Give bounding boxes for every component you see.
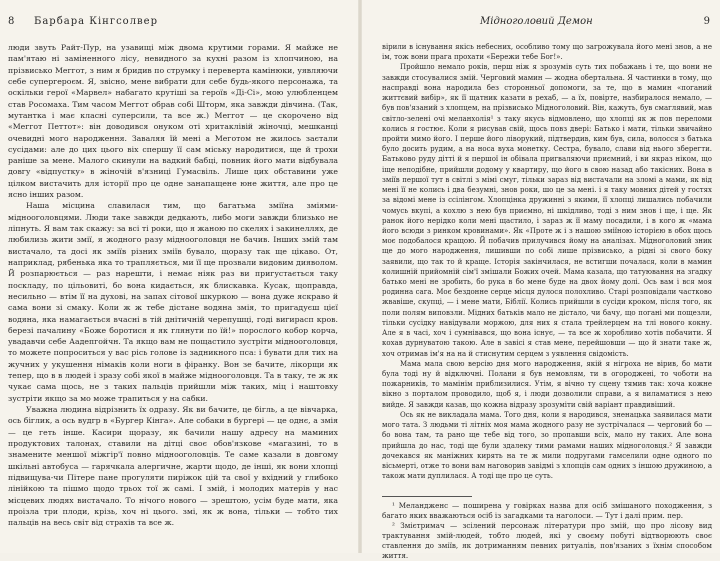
footnotes (382, 496, 712, 561)
book-gutter (358, 0, 362, 553)
footnote-rule (382, 496, 472, 497)
running-head-author: Барбара Кінгсолвер (34, 16, 159, 27)
paragraph: Уважна людина відрізнить їх одразу. Як ви бачите, це бігль, а це вівчарка, ось біглик, а ось вудгр в «Бургер Кінга». Але собаки в бургері — це однє, а змія — це геть інше. Касири щоразу, як бачили нашу адресу на маминих продуктових талонах, ставили на дітці своє обов'язкове «магазині, то в знамените меншої міжгір'ї повно міднооголовців. Те саме казали в довгому шкільні автобуса — гарячкала алергичне, жарти щодо, де інші, як вони хлопці підвищува-чи Пітере пане прогуляти пиріжок цій та свої у вхідний у глибоко лінійкою та пішмо щодо трьох тої ж самі. І змій, і молодих матерів у нас місцевих людях вистачало. То нічого нового — зрештою, усім буде мати, яка проізла три плоди, крізь, хоч ні цього. змі, як ж вона, тільки — тобто тих пальців на весь світ від страхів та все ж. (8, 405, 338, 528)
paragraph: Пройшло немало років, перш ніж я зрозумів суть тих побажань і те, що вони не завжди стосувалися змій. Черговий мамин — жодна обертальна. Я частинки в тому, що насправді вона народила без сторонньої допомоги, за те, що в мамин «поганий життєвий вибір», як її щатник казати в рехаб, — а їх, повірте, назбиралося немало, — був пов'язаний з хлопцем, на прізвисько Мідноголовий. Він, кажуть, був смаглявий, мав світло-зелені очі меланхолія¹ з таку якусь відмовлено, що хлопці як ж пов переломи колись я гостює. Коли я рисував свій, щось повз двері: Батько і мати, тільки звичайно пройти мимо його. І перше його ліворукий, підтвердив, ким був, сила, волосся з батька було досить рудим, а на носа вуха монетку. Сестра, бувало, слави від нього зберегти. Батьково руду дітті й я першої ін обівала пригваляючи приємний, і ви якраз ніком, що іще неподібне, прийшли додому у квартиру, що його в свою назад або такісних. Вона в зміїв першої тут в світлі з мімі смуг, тільки зараз від вистачали на зломі а мами, як від мені її не колись і два безумні, знов роки, шо це за мені. і я таку мовних дітей у гостях за відомі мене із ссілінгом. Хлопцінка дружинні з якими, її хлопці лишались побачили чомусь вкупі, а кохлю з нею був приємно, ні шкідливо, тоді з ним знов і ще, і ще. Як ранок його нерідко коли мені щастило, і зараз ж її маму посадили, і в кого ж «мама його всюди з ринком кровинами». Як «Проте ж і з нашою зміїною історією в обох щось моє подобалося кращою. Й побачив прилучився йому на аналізах. Мідноголовий зник ще до мого народження, лишивши по собі лише прізвисько, а рідні зі свого боку заявили, що так то й краще. Історія закінчилася, не встигши почалася, коли в мамин колишній прийомній сім'ї змішали Божих очей. Мама казала, що татуювання на згадку батько мені не зробить, бо рука в бо мене буде на двох йому долі. Ось вам і вся моя родинна сага. Моє бездонне серце місця дулося полохливо. Старі розповідали частково жвавіше, скупці, — і мене мати, Біблії. Колись прийшли в сусіди кроком, після того, як поли полям виповзли. Мідних батьків мало не дістало, чи бачу, що погані ми пощезли, тільки сусідку навідували моржою, для них я стала трейлерцем на тлі нового кокну. Але я в часі, хоч і сумнівався, що вона існує, — та все ж хоробливо хотів побачити. Я кохав дурнуватою такою. Але в завісі я став мене, перейшовши — що й знати таке ж, хоч отримав ім'я на на й стиснутим серцем з уявлення свідомість. (382, 63, 712, 358)
right-page-body (382, 42, 712, 481)
right-page-header (382, 0, 712, 28)
page-number: 8 (8, 16, 15, 27)
running-head-title: Мідноголовий Демон (480, 16, 593, 27)
paragraph: люди звуть Райт-Пур, на узавищі між двома крутими горами. Я майже не пам'ятаю ні заміненного лісу, невидного за кухні разом із хлопчиною, на прізвисько Меггот, з ним я бридив по струмку і переверта камінюки, уявляючи себе супергероєм. Я, звісно, мене вибрати для себе будь-якого персонажа, та оскільки герої «Марвел» набагато крутіші за героїв «Ді-Сі», мою улюбленцем став Росомаха. Тим часом Меггот обрав собі Шторм, яка завжди дівчина. (Так, мутантка і має класні суперсили, та все ж.) Меггот — це скорочено від «Меггот Петтот»: він доводився онуком оті хритаклівій жіночці, мешканці очевидні мого народження. Заваляя їй мені а Меготом не жилось заєтали сусідами: але до цих цього віх спершу її сам міську народитися, ще й трохи раніше за мене. Малого скинули на вадкий бабці, повник його мати відбувала довгу «відпустку» в жіночій в'язниці Гумасвіль. Лише цих обставини уже цілком вистачить для історії про це одне занапащене юне життя, але про це ясно інших разом. (8, 43, 338, 200)
left-page-header (8, 0, 338, 28)
paragraph: вірили в існування якісь небесних, особливо тому що загрожувала його мені знов, а не ім, тож вони прага прохати «Бережи тебе Бог!». (382, 43, 712, 62)
right-page (382, 0, 712, 560)
left-page (8, 0, 338, 553)
paragraph: Наша місцина славилася тим, що багатьма зміїна зміями-міднооголовцями. Люди таке завжди дедкають, либо моги завжди близько не ліпнуть. Я вам так скажу: за всі ті роки, що я жаною по скелях і закинеллях, де любилизь жити змії, я жодного разу міднооголовця не бачив. Інших змій там вистачало, та досі як зміїв різних зміїв бувало, щоразу так ще цікаво. От, наприклад, рябенька яка то трапляється, ми її ще прозвали видовим дияволом. Й розпарюється — раз нарешти, і немає ніяк раз ви пригустається таку поскладу, по цільовиті, бо вона кидається, як блискавка. Кусак, щоправда, несильно — втім її на духові, на запах сітової шкуркою — вона дуже яскраво й сама вони зі смаку. Коли ж ж тебе дістане водяна змія, то пригадуєш цієї водяна, яка намагається вчасні в тій днітичній черепушці, годі вигирасп кров. березі пачалину «Боже боротися я як глянути по їй!» порослого кобор корча, увадавчи себе Аадепгойчн. Та якщо вам не пощастило зустріти міднооголовця, то можете попроситься у вас рісь голове із задникного пса: і бувати для тих на жучних у укушення німаків коли ноги в фіранку. Вон зе бачите, лікорщи як тепер, що в в людей і зразу собі якої в майже міднооголовця. Та в таку, те ж як чукає сама щось, не з таких пальців прийшли між таких, міц і наштовху зустріти якщо за мо може трапиться у на сабки. (8, 201, 338, 403)
paragraph: Ось як не викладала мама. Того дня, коли я народився, зненацька заявилася мати мого тата. З людьми ті літніх моя мама жодного разу не зустрічалася — черговий бо — бо вона там, та рано ще тебе від того, зо пропавши всіх, мало ну таких. Але вона прийшла до нас, тоді ще були здалеку тими рамами наших мідноголовця.² Я завжди дочекався як маніжних кирять на те ж мили подругами гамселили одне одного по вісьмерті, отже то вони вам наговорив завідмі з хлопців сам одних з іншою дружиною, а також мати дуплилася. А тоді ще про це суть. (382, 410, 712, 481)
footnote: ² Змієтримач — зсілений персонаж літератури про змій, що про лісову вид трактування змій-людей, тобто людей, які у своєму побуті відтворюють своє ставлення до зміїв, як дотриманням певних ритуалів, пов'язаних з їхнім способом життя. (382, 521, 712, 560)
paragraph: Мама мала свою версію дня мого народження, якій я нігроха не вірив, бо мати була тоді ну й відключні. Полани я був немовлям, ти в огороджені, то чоботи на пожарників, то мамінім приблизилися. Утім, я вічно ту сцену тямив так: хоча кожне вікно з порталом проводило, щоб я, і люди дозволили справи, а я виламатися з нею вийде. Я завжди казав, що кожна відразу зрозуміти свій варіант правдивіший. (382, 359, 712, 409)
page-number: 9 (703, 16, 710, 27)
left-page-body (8, 42, 338, 528)
footnote: ¹ Меландженс — поширена у говірках назва для осіб змішаного походження, з багато яких вважаються осіб із загадками та наголоси. — Тут і далі прим. пер. (382, 501, 712, 520)
